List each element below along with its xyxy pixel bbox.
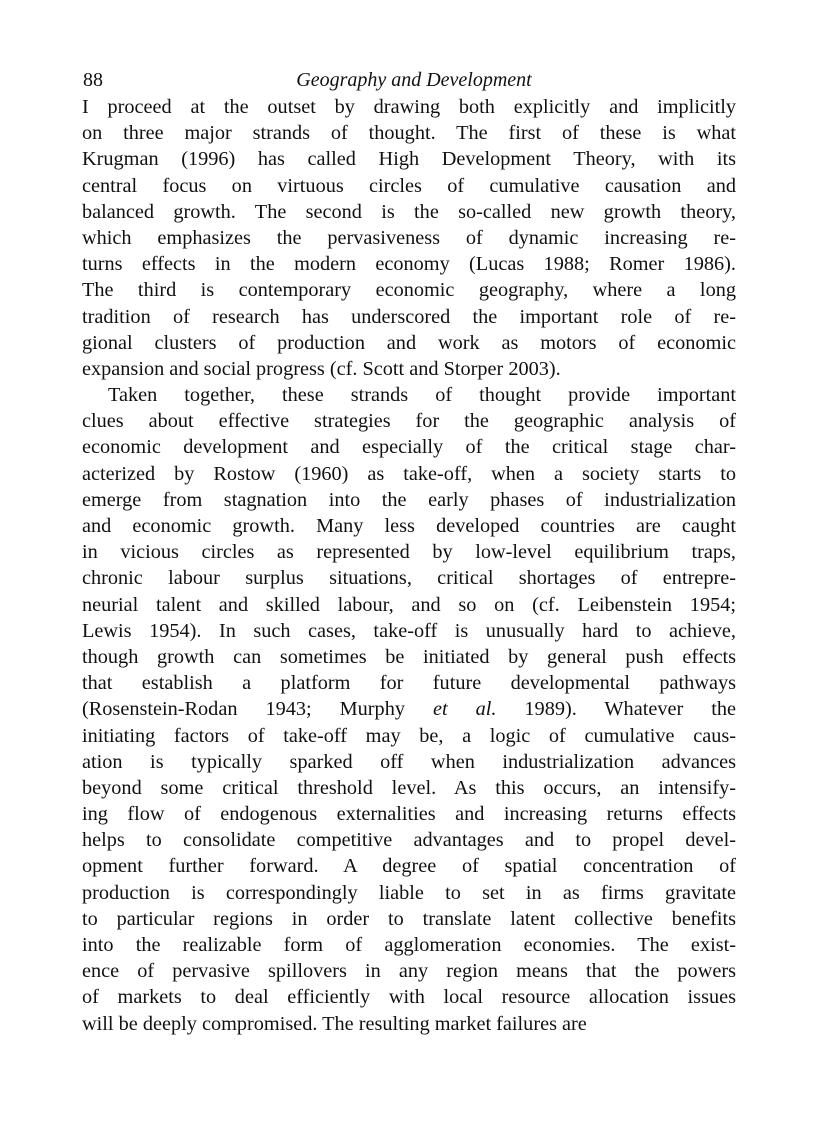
- text-line: tradition of research has underscored the important role of re-: [82, 305, 736, 328]
- text-line: in vicious circles as represented by low-level equilibrium traps,: [82, 541, 736, 564]
- text-segment: 1989). Whatever the: [496, 698, 736, 721]
- body-text: [82, 94, 736, 1037]
- page-number: 88: [83, 69, 103, 91]
- text-line: balanced growth. The second is the so-called new growth theory,: [82, 200, 736, 223]
- text-line: which emphasizes the pervasiveness of dynamic increasing re-: [82, 226, 736, 249]
- text-line: of markets to deal efficiently with local resource allocation issues: [82, 986, 736, 1009]
- text-line: to particular regions in order to translate latent collective benefits: [82, 907, 736, 930]
- book-page: [82, 66, 736, 1037]
- text-segment: (Rosenstein-Rodan 1943; Murphy: [82, 698, 433, 721]
- text-line: on three major strands of thought. The first of these is what: [82, 122, 736, 145]
- text-line: [82, 696, 736, 722]
- text-line: ing flow of endogenous externalities and increasing returns effects: [82, 803, 736, 826]
- text-line: beyond some critical threshold level. As this occurs, an intensify-: [82, 776, 736, 799]
- text-line: that establish a platform for future developmental pathways: [82, 672, 736, 695]
- text-line: helps to consolidate competitive advantages and to propel devel-: [82, 829, 736, 852]
- text-line: Krugman (1996) has called High Development Theory, with its: [82, 148, 736, 171]
- text-line: I proceed at the outset by drawing both explicitly and implicitly: [82, 96, 736, 118]
- text-line: expansion and social progress (cf. Scott and Storper 2003).: [82, 357, 561, 380]
- text-line: into the realizable form of agglomeration economies. The exist-: [82, 934, 736, 956]
- text-line: and economic growth. Many less developed countries are caught: [82, 515, 736, 537]
- text-line: ation is typically sparked off when industrialization advances: [82, 750, 736, 773]
- text-line: initiating factors of take-off may be, a logic of cumulative caus-: [82, 724, 736, 747]
- text-line: clues about effective strategies for the geographic analysis of: [82, 410, 736, 433]
- running-title: Geography and Development: [296, 69, 532, 91]
- text-line: economic development and especially of the critical stage char-: [82, 436, 736, 459]
- paragraph-1: [82, 94, 736, 382]
- text-line: The third is contemporary economic geography, where a long: [82, 279, 736, 302]
- text-line: ence of pervasive spillovers in any region means that the powers: [82, 960, 736, 983]
- text-line: though growth can sometimes be initiated by general push effects: [82, 645, 736, 668]
- text-line: opment further forward. A degree of spatial concentration of: [82, 855, 736, 878]
- text-line: production is correspondingly liable to set in as firms gravitate: [82, 881, 736, 904]
- text-line: Lewis 1954). In such cases, take-off is unusually hard to achieve,: [82, 619, 736, 642]
- text-line: central focus on virtuous circles of cumulative causation and: [82, 174, 736, 197]
- text-line: turns effects in the modern economy (Lucas 1988; Romer 1986).: [82, 253, 736, 276]
- text-line: will be deeply compromised. The resulting market failures are: [82, 1012, 587, 1035]
- text-line: neurial talent and skilled labour, and so on (cf. Leibenstein 1954;: [82, 593, 736, 616]
- text-line: acterized by Rostow (1960) as take-off, when a society starts to: [82, 462, 736, 485]
- running-header: [82, 66, 736, 94]
- text-line: gional clusters of production and work as motors of economic: [82, 331, 736, 354]
- text-line: Taken together, these strands of thought provide important: [108, 384, 736, 407]
- text-line: emerge from stagnation into the early phases of industrialization: [82, 488, 736, 511]
- text-line: chronic labour surplus situations, critical shortages of entrepre-: [82, 567, 736, 590]
- italic-abbreviation: et al.: [432, 698, 497, 721]
- paragraph-2: [82, 382, 736, 1037]
